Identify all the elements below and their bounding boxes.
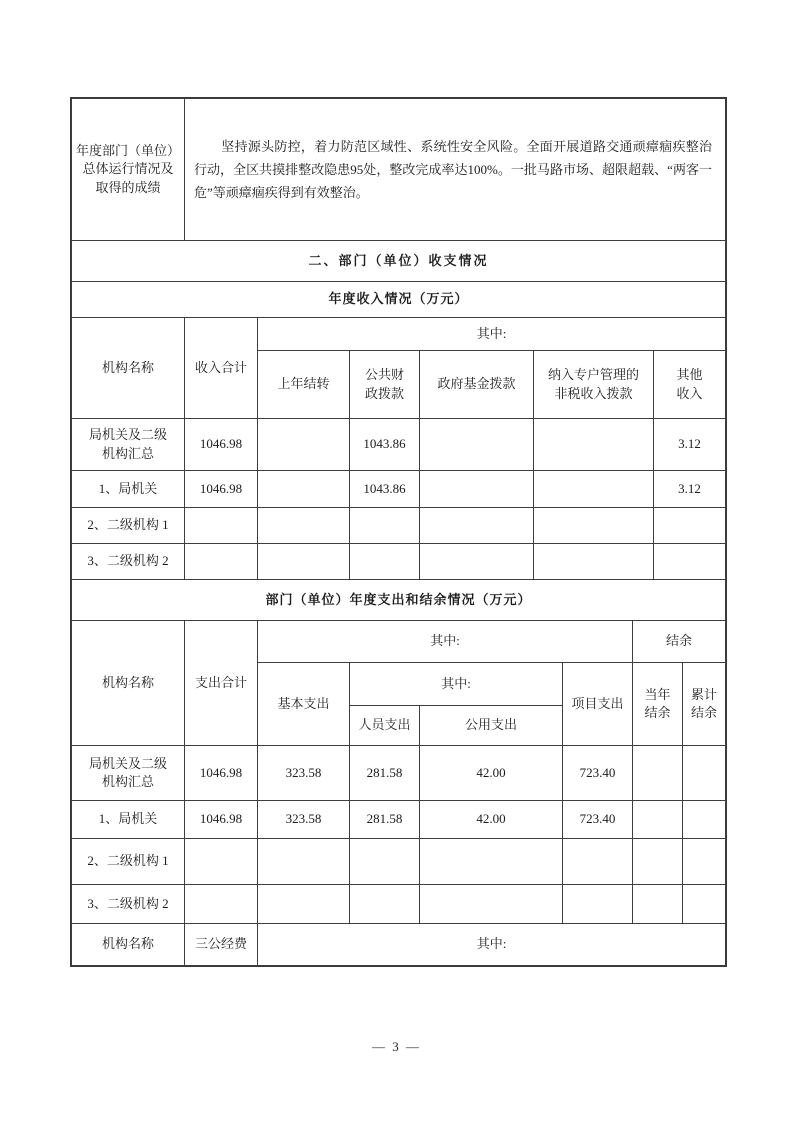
expenditure-cell: 1046.98 bbox=[185, 746, 258, 801]
income-row-total bbox=[72, 419, 726, 471]
sangong-fee-header: 三公经费 bbox=[185, 924, 258, 966]
expenditure-row-total bbox=[72, 746, 726, 801]
income-table-title: 年度收入情况（万元） bbox=[72, 282, 726, 318]
sangong-org-header: 机构名称 bbox=[72, 924, 185, 966]
expenditure-header-org: 机构名称 bbox=[72, 621, 185, 746]
report-page-body bbox=[70, 97, 727, 967]
summary-row-label bbox=[72, 99, 185, 241]
income-cell bbox=[534, 471, 654, 508]
expenditure-cell: 42.00 bbox=[420, 746, 563, 801]
income-cell bbox=[420, 471, 534, 508]
expenditure-cell bbox=[420, 885, 563, 924]
income-cell: 1046.98 bbox=[185, 419, 258, 471]
income-cell bbox=[534, 419, 654, 471]
expenditure-cell bbox=[683, 885, 726, 924]
income-cell bbox=[350, 544, 420, 580]
income-cell bbox=[258, 419, 350, 471]
expenditure-header-among: 其中: bbox=[258, 621, 633, 663]
income-row-label: 2、二级机构 1 bbox=[72, 508, 185, 544]
expenditure-cell bbox=[420, 839, 563, 885]
summary-label-line: 取得的成绩 bbox=[95, 179, 161, 195]
expenditure-header-project: 项目支出 bbox=[563, 663, 633, 746]
income-header-total: 收入合计 bbox=[185, 318, 258, 419]
expenditure-cell bbox=[258, 885, 350, 924]
expenditure-cell: 281.58 bbox=[350, 746, 420, 801]
expenditure-header-current-balance bbox=[633, 663, 683, 746]
expenditure-table-title: 部门（单位）年度支出和结余情况（万元） bbox=[72, 580, 726, 621]
expenditure-title-table bbox=[71, 579, 726, 621]
expenditure-cell bbox=[683, 801, 726, 839]
sangong-row bbox=[72, 924, 726, 966]
income-row bbox=[72, 508, 726, 544]
income-cell bbox=[420, 544, 534, 580]
income-cell bbox=[420, 419, 534, 471]
income-cell: 1046.98 bbox=[185, 471, 258, 508]
expenditure-row-label: 2、二级机构 1 bbox=[72, 839, 185, 885]
income-cell bbox=[258, 544, 350, 580]
expenditure-cell bbox=[633, 801, 683, 839]
income-header-among: 其中: bbox=[258, 318, 726, 351]
income-row-label: 3、二级机构 2 bbox=[72, 544, 185, 580]
income-cell: 3.12 bbox=[654, 419, 726, 471]
expenditure-row bbox=[72, 839, 726, 885]
income-cell bbox=[185, 544, 258, 580]
section-heading-table bbox=[71, 240, 726, 282]
expenditure-header-public: 公用支出 bbox=[420, 706, 563, 746]
income-cell bbox=[654, 508, 726, 544]
income-cell bbox=[654, 544, 726, 580]
income-table bbox=[71, 317, 726, 580]
summary-label-line: 总体运行情况及 bbox=[82, 161, 174, 177]
expenditure-cell: 723.40 bbox=[563, 801, 633, 839]
expenditure-cell bbox=[258, 839, 350, 885]
header-line: 结余 bbox=[690, 705, 717, 720]
expenditure-header-personnel: 人员支出 bbox=[350, 706, 420, 746]
row-label-line: 局机关及二级 bbox=[88, 427, 167, 443]
income-cell bbox=[420, 508, 534, 544]
expenditure-cell bbox=[683, 839, 726, 885]
expenditure-cell bbox=[633, 746, 683, 801]
header-line: 非税收入拨款 bbox=[554, 385, 633, 401]
income-row bbox=[72, 471, 726, 508]
expenditure-cell bbox=[683, 746, 726, 801]
expenditure-row-label bbox=[72, 746, 185, 801]
expenditure-header-among2: 其中: bbox=[350, 663, 563, 706]
expenditure-table bbox=[71, 620, 726, 924]
expenditure-cell bbox=[563, 885, 633, 924]
summary-label-line: 年度部门（单位） bbox=[75, 143, 180, 159]
expenditure-cell: 723.40 bbox=[563, 746, 633, 801]
expenditure-row-label: 1、局机关 bbox=[72, 801, 185, 839]
header-line: 结余 bbox=[644, 705, 671, 720]
expenditure-cell: 281.58 bbox=[350, 801, 420, 839]
income-header-special-account bbox=[534, 351, 654, 419]
page-number: — 3 — bbox=[372, 1039, 421, 1054]
section-heading: 二、部门（单位）收支情况 bbox=[72, 241, 726, 282]
income-row-label: 1、局机关 bbox=[72, 471, 185, 508]
income-header-public-finance bbox=[350, 351, 420, 419]
income-cell: 3.12 bbox=[654, 471, 726, 508]
expenditure-cell bbox=[350, 839, 420, 885]
expenditure-row-label: 3、二级机构 2 bbox=[72, 885, 185, 924]
header-line: 收入 bbox=[676, 385, 703, 401]
income-cell bbox=[258, 508, 350, 544]
income-cell: 1043.86 bbox=[350, 419, 420, 471]
sangong-table bbox=[71, 923, 726, 966]
income-cell bbox=[185, 508, 258, 544]
sangong-among-header: 其中: bbox=[258, 924, 726, 966]
income-cell bbox=[534, 544, 654, 580]
summary-content-paragraph: 坚持源头防控，着力防范区域性、系统性安全风险。全面开展道路交通顽瘴痼疾整治行动，全区共摸排整改隐患95处，整改完成率达100%。一批马路市场、超限超载、“两客一危”等顽瘴痼疾得到有效整治。 bbox=[194, 138, 712, 201]
header-line: 累计 bbox=[690, 686, 717, 702]
income-cell bbox=[534, 508, 654, 544]
header-line: 政拨款 bbox=[364, 385, 404, 401]
summary-content-cell bbox=[185, 99, 726, 241]
expenditure-header-total: 支出合计 bbox=[185, 621, 258, 746]
expenditure-cell bbox=[185, 885, 258, 924]
row-label-line: 机构汇总 bbox=[101, 774, 154, 789]
header-line: 其他 bbox=[676, 367, 703, 383]
income-cell: 1043.86 bbox=[350, 471, 420, 508]
income-header-carryover: 上年结转 bbox=[258, 351, 350, 419]
income-cell bbox=[258, 471, 350, 508]
income-header-other bbox=[654, 351, 726, 419]
income-header-org: 机构名称 bbox=[72, 318, 185, 419]
income-cell bbox=[350, 508, 420, 544]
summary-table bbox=[71, 98, 726, 241]
expenditure-cell bbox=[633, 885, 683, 924]
expenditure-header-basic: 基本支出 bbox=[258, 663, 350, 746]
expenditure-cell: 323.58 bbox=[258, 746, 350, 801]
expenditure-row bbox=[72, 885, 726, 924]
expenditure-cell: 1046.98 bbox=[185, 801, 258, 839]
expenditure-cell bbox=[563, 839, 633, 885]
income-row-label bbox=[72, 419, 185, 471]
expenditure-header-cumulative-balance bbox=[683, 663, 726, 746]
row-label-line: 局机关及二级 bbox=[88, 755, 167, 771]
header-line: 公共财 bbox=[364, 367, 404, 383]
expenditure-cell bbox=[350, 885, 420, 924]
expenditure-header-balance: 结余 bbox=[633, 621, 726, 663]
income-row bbox=[72, 544, 726, 580]
row-label-line: 机构汇总 bbox=[101, 445, 154, 461]
header-line: 当年 bbox=[644, 686, 671, 702]
expenditure-cell: 42.00 bbox=[420, 801, 563, 839]
expenditure-cell: 323.58 bbox=[258, 801, 350, 839]
expenditure-cell bbox=[633, 839, 683, 885]
income-header-gov-fund: 政府基金拨款 bbox=[420, 351, 534, 419]
header-line: 纳入专户管理的 bbox=[547, 367, 639, 383]
expenditure-row bbox=[72, 801, 726, 839]
expenditure-cell bbox=[185, 839, 258, 885]
income-title-table bbox=[71, 281, 726, 318]
